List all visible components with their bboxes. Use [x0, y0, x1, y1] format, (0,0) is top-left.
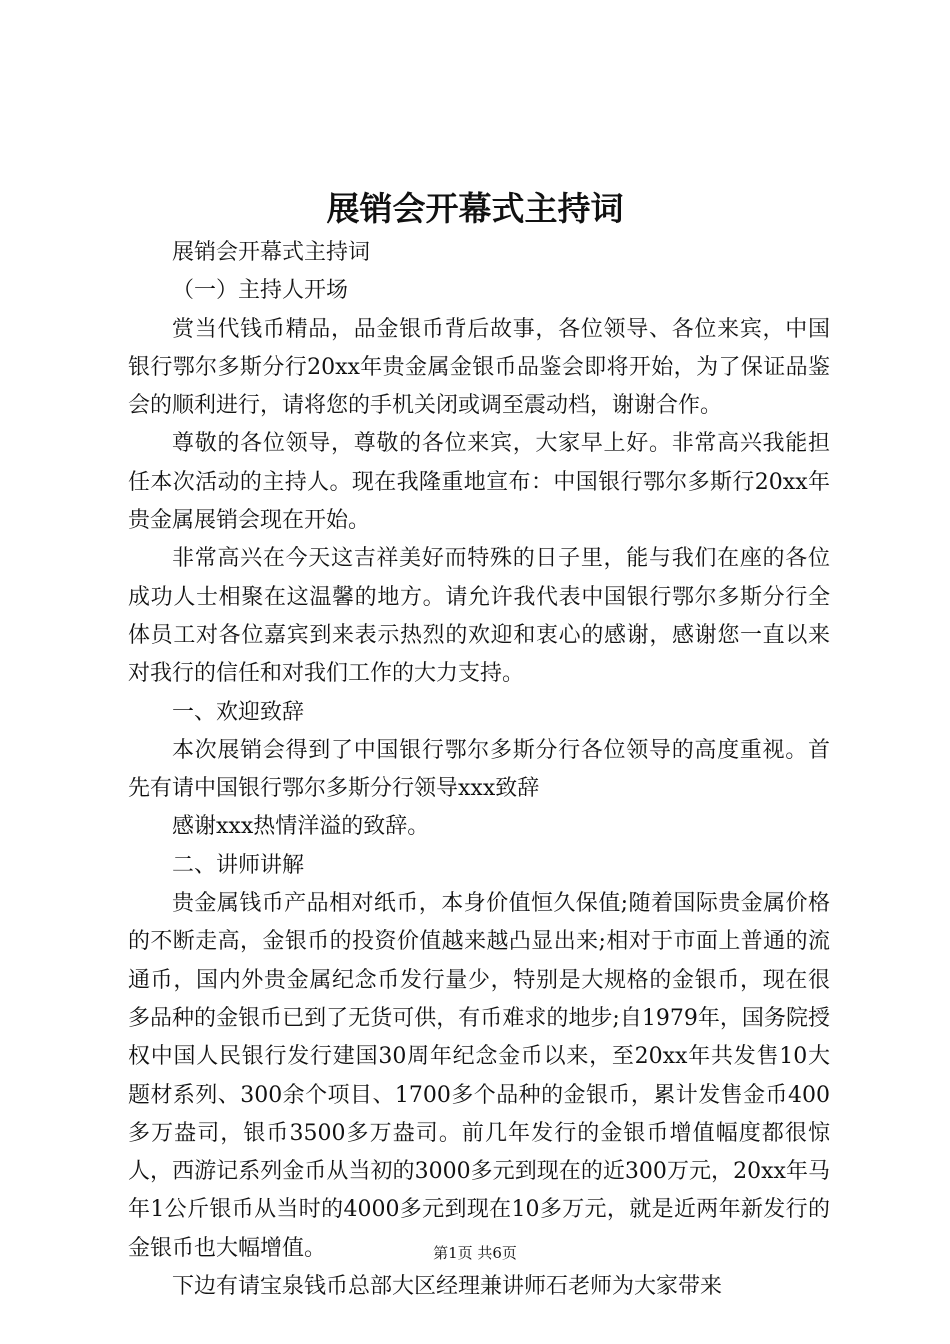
paragraph: 展销会开幕式主持词: [172, 240, 371, 265]
paragraph: 尊敬的各位领导，尊敬的各位来宾，大家早上好。非常高兴我能担任本次活动的主持人。现在我隆重地宣布：中国银行鄂尔多斯行20xx年贵金属展销会现在开始。: [128, 431, 830, 534]
paragraph: 下边有请宝泉钱币总部大区经理兼讲师石老师为大家带来: [172, 1274, 723, 1300]
section-heading: 二、讲师讲解: [172, 852, 305, 878]
paragraph: 贵金属钱币产品相对纸币，本身价值恒久保值;随着国际贵金属价格的不断走高，金银币的投资价值越来越凸显出来;相对于市面上普通的流通币，国内外贵金属纪念币发行量少，特别是大规格的金银币，现在很多品种的金银币已到了无货可供，有币难求的地步;自1979年，国务院授权中国人民银行发行建国30周年纪念金币以来，至20xx年共发售10大题材系列、300余个项目、1700多个品种的金银币，累计发售金币400多万盎司，银币3500多万盎司。前几年发行的金银币增值幅度都很惊人，西游记系列金币从当初的3000多元到现在的近300万元，20xx年马年1公斤银币从当时的4000多元到现在10多万元，就是近两年新发行的金银币也大幅增值。: [128, 891, 830, 1261]
page-footer: 第1页 共6页: [433, 1244, 517, 1262]
paragraph: 本次展销会得到了中国银行鄂尔多斯分行各位领导的高度重视。首先有请中国银行鄂尔多斯分行领导xxx致辞: [128, 737, 830, 802]
paragraph: 非常高兴在今天这吉祥美好而特殊的日子里，能与我们在座的各位成功人士相聚在这温馨的地方。请允许我代表中国银行鄂尔多斯分行全体员工对各位嘉宾到来表示热烈的欢迎和衷心的感谢，感谢您一直以来对我行的信任和对我们工作的大力支持。: [128, 546, 830, 687]
paragraph: 感谢xxx热情洋溢的致辞。: [172, 814, 430, 840]
document-title: 展销会开幕式主持词: [326, 189, 624, 228]
section-heading: （一）主持人开场: [172, 278, 349, 304]
section-heading: 一、欢迎致辞: [172, 699, 305, 725]
document-body: [128, 234, 830, 1306]
paragraph: 赏当代钱币精品，品金银币背后故事，各位领导、各位来宾，中国银行鄂尔多斯分行20xx年贵金属金银币品鉴会即将开始，为了保证品鉴会的顺利进行，请将您的手机关闭或调至震动档，谢谢合作。: [128, 316, 830, 419]
